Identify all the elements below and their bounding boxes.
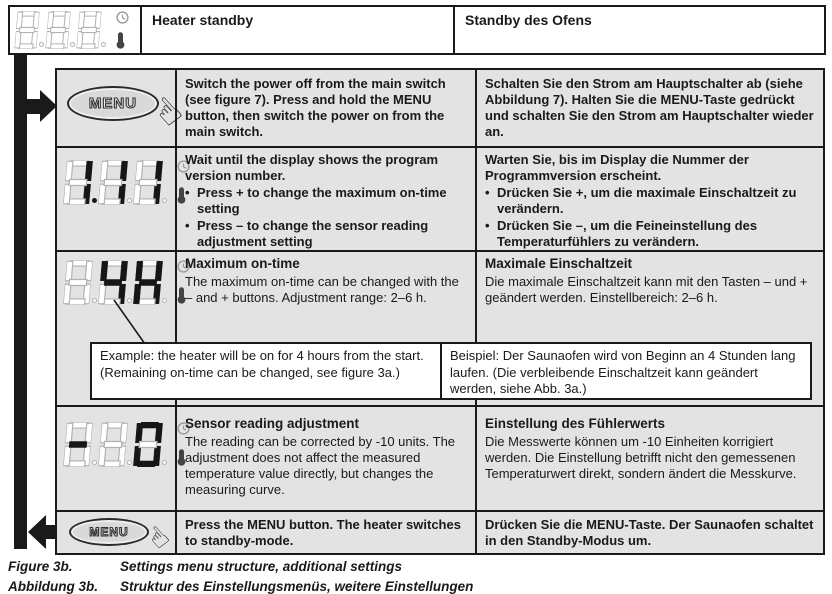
display-decimal-point [92,198,97,203]
step2-text-de [485,152,819,250]
display-digit [63,160,93,205]
display-digit [98,160,128,205]
menu-button [67,86,190,135]
column-divider [475,70,477,553]
row-divider [57,146,823,148]
display-status-icons [116,11,129,49]
seven-segment-display [65,160,190,205]
standby-display-cell [10,7,140,53]
bullet-item: • Press + to change the maximum on-time setting [185,185,447,216]
standby-text-de: Standby des Ofens [465,12,592,28]
display-digit [45,11,70,49]
row-divider [57,250,823,252]
step2-text-en [185,152,467,250]
step3-title-en: Maximum on-time [185,256,300,271]
thermometer-icon [116,32,125,49]
display-digit [63,260,93,305]
menu-button [69,518,173,554]
step3-title-de: Maximale Einschaltzeit [485,256,633,271]
figure-caption-text-de: Struktur des Einstellungsmenüs, weitere Einstellungen [120,579,474,594]
standby-text-de-cell [453,7,824,53]
example-text-de: Beispiel: Der Saunaofen wird von Beginn an 4 Stunden lang laufen. (Die verbleibende Einschaltzeit kann geändert werden, siehe Abb. 3a.) [440,344,810,398]
display-decimal-point [162,298,167,303]
standby-text-en: Heater standby [152,12,254,28]
menu-button-face [69,518,149,546]
step2-intro-en: Wait until the display shows the program version number. [185,152,439,183]
step1-text-en: Switch the power off from the main switch (see figure 7). Press and hold the MENU button, then switch the power on from the main switch. [185,76,446,139]
bullet-icon: • [485,218,490,233]
display-digit [76,11,101,49]
figure-caption-label-en: Figure 3b. [8,559,73,574]
display-digits [16,11,109,49]
step3-body-de: Die maximale Einschaltzeit kann mit den Tasten – und + geändert werden. Einstellbereich: 2–6 h. [485,274,808,305]
display-digit [133,422,163,467]
hand-icon: ☝ [145,89,190,135]
display-decimal-point [92,298,97,303]
display-digits [65,422,170,467]
step4-body-de: Die Messwerte können um -10 Einheiten korrigiert werden. Die Einstellung betrifft nicht den gemessenen Temperaturwert direkt, sondern ändert die Messkurve. [485,434,797,481]
hand-icon: ☝ [141,520,175,555]
display-decimal-point [162,198,167,203]
bullet-icon: • [185,185,190,200]
step4-body-en: The reading can be corrected by -10 units. The adjustment does not affect the measured temperature value directly, but changes the measuring curve. [185,434,456,497]
display-decimal-point [127,460,132,465]
display-decimal-point [70,42,75,47]
bullet-item: • Drücken Sie +, um die maximale Einschaltzeit zu verändern. [485,185,797,216]
step4-title-en: Sensor reading adjustment [185,416,360,431]
display-digits [65,160,170,205]
figure-caption-text-en: Settings menu structure, additional settings [120,559,403,574]
display-digit [63,422,93,467]
flow-arrow-left-icon [28,515,46,549]
settings-menu-table [55,68,825,555]
seven-segment-display [16,11,129,49]
menu-button-label: MENU [89,525,129,539]
display-digit [14,11,39,49]
seven-segment-display [65,422,190,467]
row-divider [57,405,823,407]
standby-text-en-cell [140,7,453,53]
step1-text-de: Schalten Sie den Strom am Hauptschalter ab (siehe Abbildung 7). Halten Sie die MENU-Taste gedrückt und schalten Sie den Strom am Hauptschalter wieder an. [485,76,814,139]
example-callout-box [90,342,812,400]
step2-intro-de: Warten Sie, bis im Display die Nummer der Programmversion erscheint. [485,152,749,183]
flow-arrow [27,99,40,114]
step4-text-de [485,416,819,482]
figure-caption-label-de: Abbildung 3b. [8,579,98,594]
bullet-icon: • [485,185,490,200]
display-decimal-point [162,460,167,465]
example-text-en: Example: the heater will be on for 4 hours from the start. (Remaining on-time can be changed, see figure 3a.) [100,348,424,380]
display-decimal-point [101,42,106,47]
bullet-icon: • [185,218,190,233]
step2-bullets-de [485,185,819,250]
step4-text-en [185,416,467,498]
clock-icon [116,11,129,24]
display-decimal-point [39,42,44,47]
step5-text-de: Drücken Sie die MENU-Taste. Der Saunaofen schaltet in den Standby-Modus um. [485,517,814,548]
display-decimal-point [92,460,97,465]
display-digit [133,160,163,205]
step5-text-en: Press the MENU button. The heater switches to standby-mode. [185,517,461,548]
bullet-item: • Drücken Sie –, um die Feineinstellung des Temperaturfühlers zu verändern. [485,218,758,249]
step4-title-de: Einstellung des Fühlerwerts [485,416,666,431]
display-decimal-point [127,198,132,203]
display-digit [98,422,128,467]
step3-text-de [485,256,819,306]
bullet-item: • Press – to change the sensor reading adjustment setting [185,218,429,249]
step2-bullets-en [185,185,467,250]
standby-header-table [8,5,826,55]
column-divider [175,70,177,553]
step3-body-en: The maximum on-time can be changed with the – and + buttons. Adjustment range: 2–6 h. [185,274,459,305]
menu-button-label: MENU [88,95,138,112]
flow-line [14,53,27,549]
row-divider [57,510,823,512]
step3-text-en [185,256,463,306]
